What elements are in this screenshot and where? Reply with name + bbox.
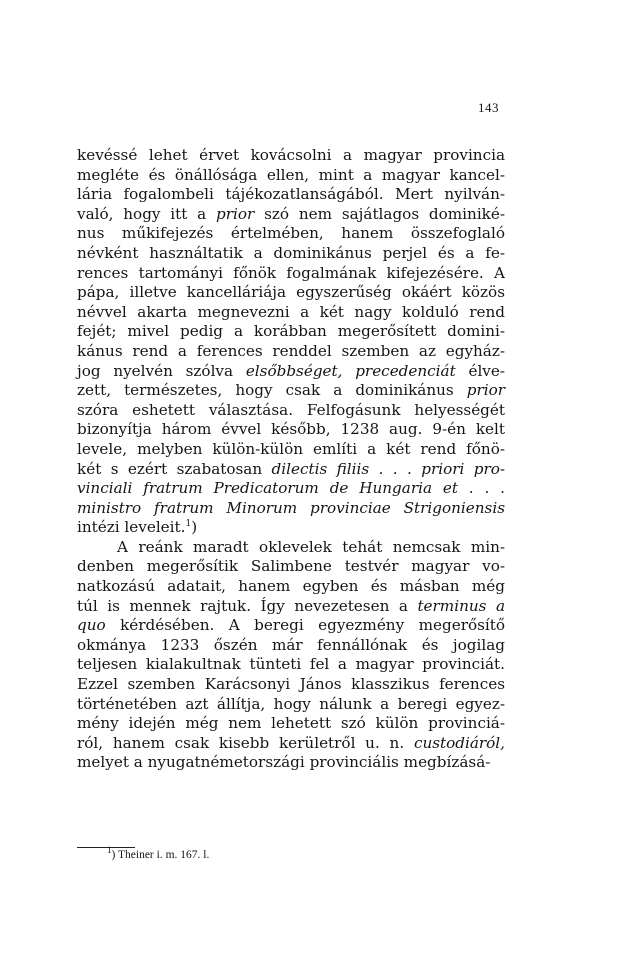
page-number: 143: [478, 100, 499, 115]
text-line: Ezzel szemben Karácsonyi János klasszikus ferences: [77, 675, 505, 694]
text-line: natkozású adatait, hanem egyben és másban még: [77, 577, 505, 596]
text-line: való, hogy itt a prior szó nem sajátlagos dominiké-: [77, 204, 506, 223]
text-line: névként használtatik a dominikánus perjel és a fe-: [77, 243, 505, 262]
text-line: quo kérdésében. A beregi egyezmény megerősítő: [77, 616, 505, 635]
text-line: ministro fratrum Minorum provinciae Strigoniensis: [77, 498, 505, 517]
text-line: történetében azt állítja, hogy nálunk a beregi egyez-: [77, 694, 505, 713]
footnote-divider: [77, 847, 135, 848]
text-line: nus műkifejezés értelmében, hanem összefoglaló: [77, 224, 505, 243]
text-line: megléte és önállósága ellen, mint a magyar kancel-: [77, 165, 505, 184]
text-line: denben megerősítik Salimbene testvér magyar vo-: [77, 557, 505, 576]
text-line: melyet a nyugatnémetországi provinciális megbízásá-: [77, 753, 491, 772]
text-line: lária fogalombeli tájékozatlanságából. Mert nyilván-: [77, 185, 505, 204]
text-line: kánus rend a ferences renddel szemben az egyház-: [77, 341, 505, 360]
text-line: kevéssé lehet érvet kovácsolni a magyar provincia: [77, 146, 505, 164]
text-line: jog nyelvén szólva elsőbbséget, precedenciát élve-: [77, 361, 505, 380]
text-line: okmánya 1233 őszén már fennállónak és jogilag: [77, 635, 505, 654]
text-line: túl is mennek rajtuk. Így nevezetesen a terminus a: [77, 596, 505, 615]
text-line: két s ezért szabatosan dilectis filiis . . . priori pro-: [77, 459, 505, 478]
text-line: intézi leveleit.$^1$): [77, 518, 198, 537]
text-line: fejét; mivel pedig a korábban megerősített domini-: [77, 322, 505, 341]
text-line: pápa, illetve kancelláriája egyszerűség okáért közös: [77, 283, 505, 302]
text-line: ról, hanem csak kisebb kerületről u. n. custodiáról,: [77, 733, 505, 752]
text-line: szóra eshetett választása. Felfogásunk helyességét: [77, 400, 505, 419]
text-line: zett, természetes, hogy csak a dominikánus prior: [77, 381, 505, 400]
text-line: rences tartományi főnök fogalmának kifejezésére. A: [77, 263, 505, 282]
text-line: levele, melyben külön-külön említi a két rend főnö-: [77, 439, 505, 458]
text-line: mény idején még nem lehetett szó külön provinciá-: [77, 714, 505, 733]
footnote: $^1$) Theiner i. m. 167. l.: [107, 845, 210, 861]
text-line: bizonyítja három évvel később, 1238 aug. 9-én kelt: [77, 420, 505, 439]
text-line: A reánk maradt oklevelek tehát nemcsak min-: [117, 537, 505, 556]
text-line: teljesen kialakultnak tünteti fel a magyar provinciát.: [77, 655, 505, 674]
body-text: [77, 146, 505, 773]
text-line: névvel akarta megnevezni a két nagy kolduló rend: [77, 302, 505, 321]
text-line: vinciali fratrum Predicatorum de Hungaria et . . .: [77, 479, 505, 498]
